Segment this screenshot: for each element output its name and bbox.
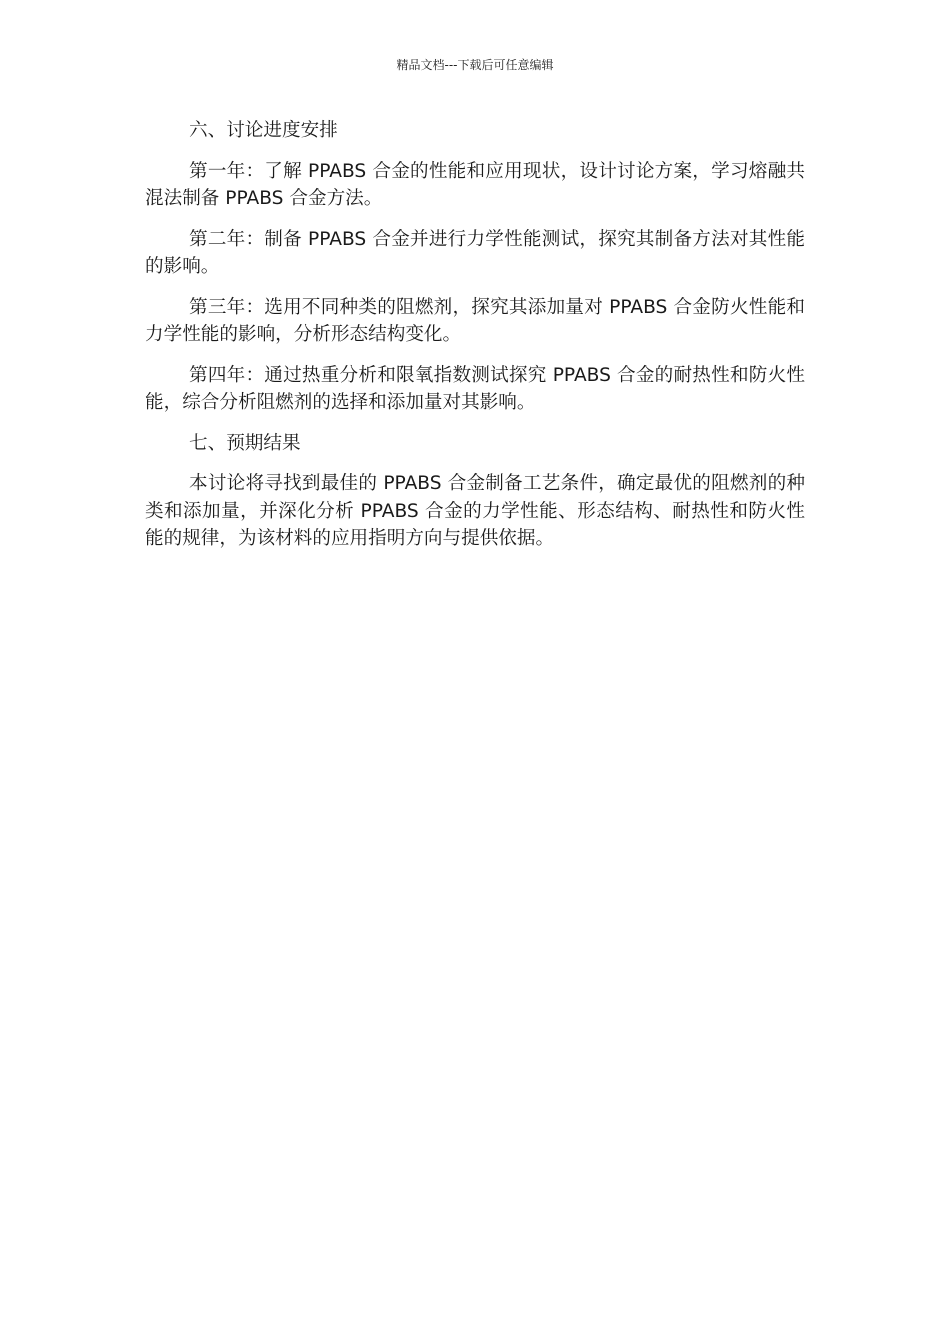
paragraph-year-four: 第四年：通过热重分析和限氧指数测试探究 PPABS 合金的耐热性和防火性能，综合分析阻燃剂的选择和添加量对其影响。 xyxy=(145,364,805,413)
paragraph-year-one: 第一年：了解 PPABS 合金的性能和应用现状，设计讨论方案，学习熔融共混法制备 PPABS 合金方法。 xyxy=(145,160,805,209)
page-header: 精品文档---下载后可任意编辑 xyxy=(396,58,554,72)
document-body xyxy=(145,117,805,566)
section-heading-schedule: 六、讨论进度安排 xyxy=(189,120,338,141)
paragraph-year-three: 第三年：选用不同种类的阻燃剂，探究其添加量对 PPABS 合金防火性能和力学性能的影响，分析形态结构变化。 xyxy=(145,296,805,345)
section-heading-expected-results: 七、预期结果 xyxy=(189,432,301,454)
paragraph-expected-results: 本讨论将寻找到最佳的 PPABS 合金制备工艺条件，确定最优的阻燃剂的种类和添加量，并深化分析 PPABS 合金的力学性能、形态结构、耐热性和防火性能的规律，为该材料的应用指明方向与提供依据。 xyxy=(145,473,805,549)
paragraph-year-two: 第二年：制备 PPABS 合金并进行力学性能测试，探究其制备方法对其性能的影响。 xyxy=(145,228,805,277)
